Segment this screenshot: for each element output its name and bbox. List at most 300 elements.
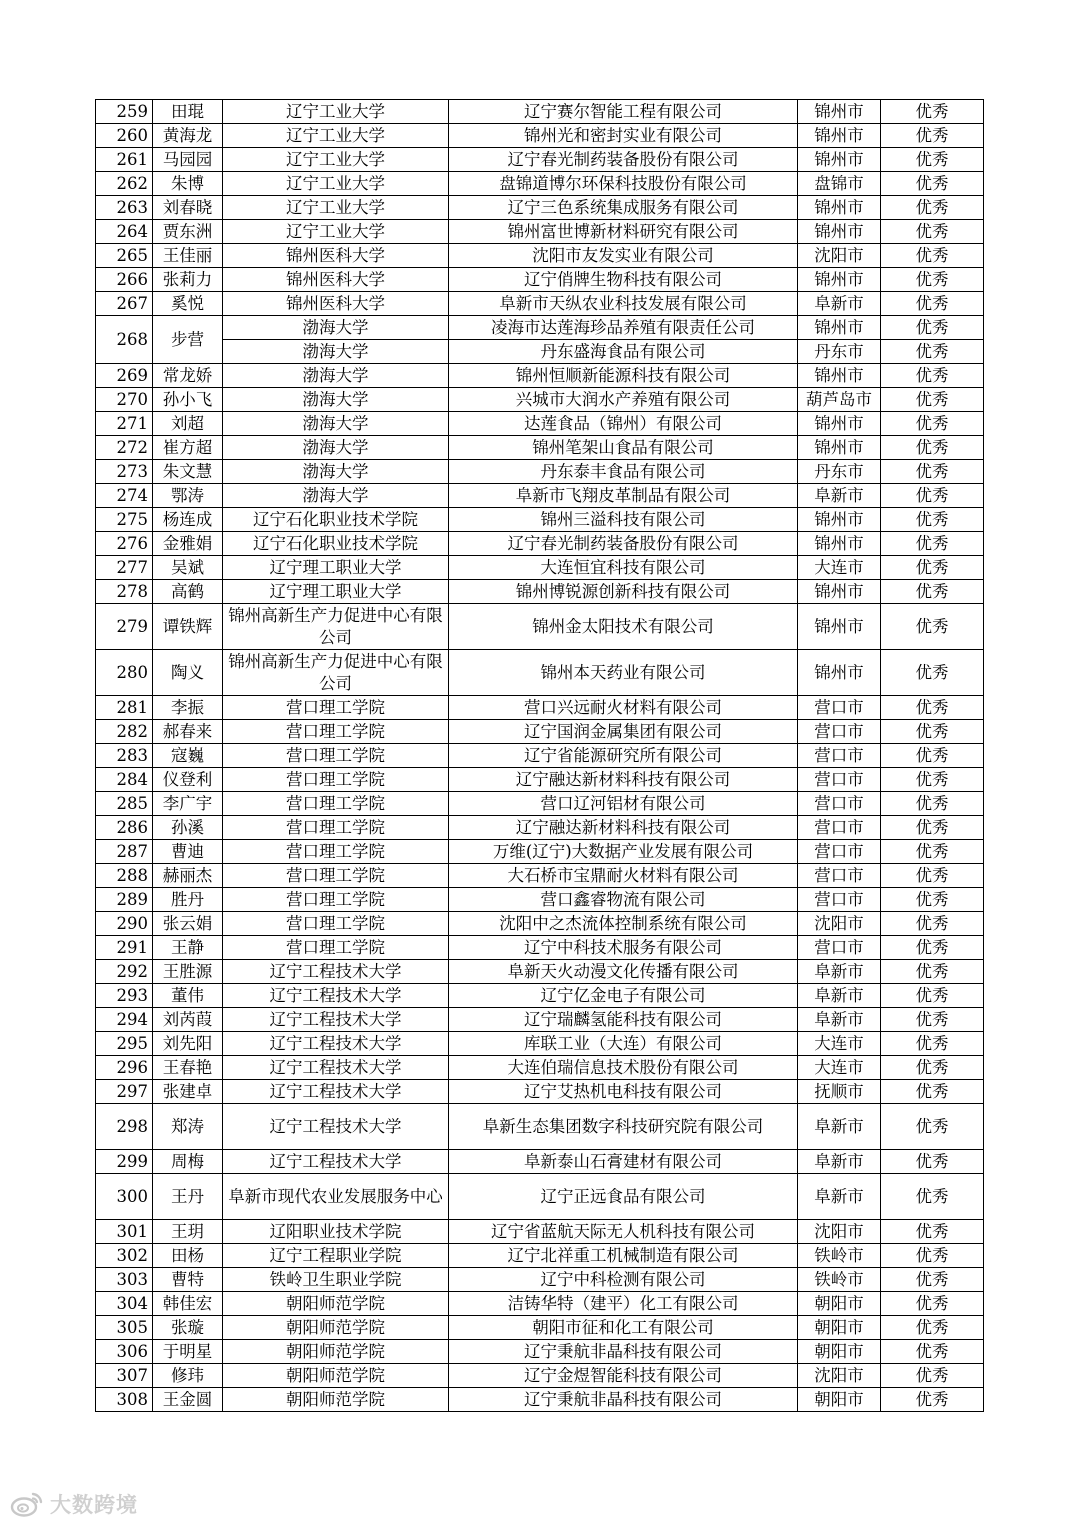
city-name: 锦州市 — [798, 508, 881, 532]
school-name: 辽宁石化职业技术学院 — [223, 532, 449, 556]
city-name: 锦州市 — [798, 532, 881, 556]
table-row — [96, 604, 984, 650]
row-number: 268 — [96, 316, 153, 364]
city-name: 铁岭市 — [798, 1268, 881, 1292]
person-name: 鄂涛 — [153, 484, 223, 508]
grade: 优秀 — [881, 960, 984, 984]
company-name: 辽宁亿金电子有限公司 — [449, 984, 798, 1008]
person-name: 刘先阳 — [153, 1032, 223, 1056]
school-name: 朝阳师范学院 — [223, 1292, 449, 1316]
school-name: 辽宁工程技术大学 — [223, 960, 449, 984]
city-name: 锦州市 — [798, 412, 881, 436]
table-row — [96, 1080, 984, 1104]
table-row — [96, 364, 984, 388]
row-number: 298 — [96, 1104, 153, 1150]
person-name: 朱文慧 — [153, 460, 223, 484]
grade: 优秀 — [881, 124, 984, 148]
city-name: 锦州市 — [798, 436, 881, 460]
row-number: 306 — [96, 1340, 153, 1364]
company-name: 营口鑫睿物流有限公司 — [449, 888, 798, 912]
school-name: 渤海大学 — [223, 460, 449, 484]
table-row — [96, 960, 984, 984]
person-name: 寇巍 — [153, 744, 223, 768]
grade: 优秀 — [881, 1340, 984, 1364]
city-name: 朝阳市 — [798, 1388, 881, 1412]
company-name: 辽宁融达新材料科技有限公司 — [449, 768, 798, 792]
school-name: 渤海大学 — [223, 436, 449, 460]
city-name: 营口市 — [798, 936, 881, 960]
person-name: 高鹤 — [153, 580, 223, 604]
person-name: 王胜源 — [153, 960, 223, 984]
city-name: 沈阳市 — [798, 1220, 881, 1244]
person-name: 张璇 — [153, 1316, 223, 1340]
row-number: 270 — [96, 388, 153, 412]
company-name: 辽宁赛尔智能工程有限公司 — [449, 100, 798, 124]
city-name: 阜新市 — [798, 1174, 881, 1220]
table-row — [96, 720, 984, 744]
school-name: 锦州医科大学 — [223, 268, 449, 292]
person-name: 王春艳 — [153, 1056, 223, 1080]
row-number: 272 — [96, 436, 153, 460]
row-number: 282 — [96, 720, 153, 744]
table-row — [96, 1268, 984, 1292]
grade: 优秀 — [881, 1032, 984, 1056]
city-name: 朝阳市 — [798, 1316, 881, 1340]
city-name: 营口市 — [798, 888, 881, 912]
grade: 优秀 — [881, 768, 984, 792]
row-number: 267 — [96, 292, 153, 316]
city-name: 锦州市 — [798, 100, 881, 124]
row-number: 305 — [96, 1316, 153, 1340]
school-name: 渤海大学 — [223, 340, 449, 364]
person-name: 贾东洲 — [153, 220, 223, 244]
company-name: 锦州富世博新材料研究有限公司 — [449, 220, 798, 244]
grade: 优秀 — [881, 508, 984, 532]
school-name: 辽宁工业大学 — [223, 100, 449, 124]
school-name: 渤海大学 — [223, 412, 449, 436]
person-name: 孙溪 — [153, 816, 223, 840]
company-name: 辽宁春光制药装备股份有限公司 — [449, 532, 798, 556]
company-name: 大连伯瑞信息技术股份有限公司 — [449, 1056, 798, 1080]
city-name: 阜新市 — [798, 292, 881, 316]
grade: 优秀 — [881, 412, 984, 436]
person-name: 吴斌 — [153, 556, 223, 580]
company-name: 万维(辽宁)大数据产业发展有限公司 — [449, 840, 798, 864]
row-number: 288 — [96, 864, 153, 888]
company-name: 阜新市天纵农业科技发展有限公司 — [449, 292, 798, 316]
row-number: 302 — [96, 1244, 153, 1268]
company-name: 辽宁春光制药装备股份有限公司 — [449, 148, 798, 172]
school-name: 辽宁理工职业大学 — [223, 580, 449, 604]
grade: 优秀 — [881, 484, 984, 508]
company-name: 阜新泰山石膏建材有限公司 — [449, 1150, 798, 1174]
person-name: 张莉力 — [153, 268, 223, 292]
person-name: 黄海龙 — [153, 124, 223, 148]
row-number: 259 — [96, 100, 153, 124]
school-name: 锦州医科大学 — [223, 244, 449, 268]
person-name: 朱博 — [153, 172, 223, 196]
school-name: 辽宁工程技术大学 — [223, 1008, 449, 1032]
city-name: 阜新市 — [798, 984, 881, 1008]
school-name: 辽宁工程技术大学 — [223, 1104, 449, 1150]
city-name: 阜新市 — [798, 960, 881, 984]
row-number: 277 — [96, 556, 153, 580]
school-name: 营口理工学院 — [223, 816, 449, 840]
person-name: 曹迪 — [153, 840, 223, 864]
school-name: 渤海大学 — [223, 364, 449, 388]
grade: 优秀 — [881, 364, 984, 388]
person-name: 常龙娇 — [153, 364, 223, 388]
grade: 优秀 — [881, 888, 984, 912]
grade: 优秀 — [881, 816, 984, 840]
school-name: 辽宁工业大学 — [223, 220, 449, 244]
table-row — [96, 744, 984, 768]
school-name: 营口理工学院 — [223, 792, 449, 816]
grade: 优秀 — [881, 936, 984, 960]
table-row — [96, 888, 984, 912]
company-name: 辽宁艾热机电科技有限公司 — [449, 1080, 798, 1104]
row-number: 271 — [96, 412, 153, 436]
city-name: 阜新市 — [798, 1150, 881, 1174]
school-name: 辽宁工业大学 — [223, 172, 449, 196]
school-name: 营口理工学院 — [223, 768, 449, 792]
row-number: 262 — [96, 172, 153, 196]
company-name: 辽宁瑞麟氢能科技有限公司 — [449, 1008, 798, 1032]
school-name: 阜新市现代农业发展服务中心 — [223, 1174, 449, 1220]
grade: 优秀 — [881, 864, 984, 888]
table-row — [96, 840, 984, 864]
person-name: 张建卓 — [153, 1080, 223, 1104]
company-name: 沈阳市友发实业有限公司 — [449, 244, 798, 268]
school-name: 营口理工学院 — [223, 840, 449, 864]
person-name: 刘超 — [153, 412, 223, 436]
grade: 优秀 — [881, 1268, 984, 1292]
award-list-table — [95, 99, 984, 1412]
city-name: 抚顺市 — [798, 1080, 881, 1104]
person-name: 陶义 — [153, 650, 223, 696]
school-name: 辽宁工程技术大学 — [223, 1056, 449, 1080]
company-name: 锦州三溢科技有限公司 — [449, 508, 798, 532]
company-name: 洁铸华特（建平）化工有限公司 — [449, 1292, 798, 1316]
table-row — [96, 816, 984, 840]
grade: 优秀 — [881, 388, 984, 412]
city-name: 丹东市 — [798, 460, 881, 484]
city-name: 朝阳市 — [798, 1292, 881, 1316]
grade: 优秀 — [881, 1292, 984, 1316]
person-name: 韩佳宏 — [153, 1292, 223, 1316]
grade: 优秀 — [881, 1104, 984, 1150]
table-row — [96, 1316, 984, 1340]
city-name: 营口市 — [798, 696, 881, 720]
table-row — [96, 1008, 984, 1032]
row-number: 276 — [96, 532, 153, 556]
company-name: 辽宁三色系统集成服务有限公司 — [449, 196, 798, 220]
person-name: 杨连成 — [153, 508, 223, 532]
city-name: 营口市 — [798, 840, 881, 864]
city-name: 大连市 — [798, 1056, 881, 1080]
row-number: 297 — [96, 1080, 153, 1104]
row-number: 273 — [96, 460, 153, 484]
grade: 优秀 — [881, 912, 984, 936]
company-name: 辽宁省蓝航天际无人机科技有限公司 — [449, 1220, 798, 1244]
school-name: 辽宁工程职业学院 — [223, 1244, 449, 1268]
company-name: 兴城市大润水产养殖有限公司 — [449, 388, 798, 412]
grade: 优秀 — [881, 1244, 984, 1268]
company-name: 丹东泰丰食品有限公司 — [449, 460, 798, 484]
school-name: 朝阳师范学院 — [223, 1388, 449, 1412]
table-row — [96, 792, 984, 816]
row-number: 307 — [96, 1364, 153, 1388]
company-name: 辽宁国润金属集团有限公司 — [449, 720, 798, 744]
city-name: 朝阳市 — [798, 1340, 881, 1364]
grade: 优秀 — [881, 316, 984, 340]
company-name: 盘锦道博尔环保科技股份有限公司 — [449, 172, 798, 196]
school-name: 营口理工学院 — [223, 720, 449, 744]
table-row — [96, 864, 984, 888]
company-name: 辽宁金煜智能科技有限公司 — [449, 1364, 798, 1388]
person-name: 曹特 — [153, 1268, 223, 1292]
city-name: 铁岭市 — [798, 1244, 881, 1268]
table-row — [96, 1032, 984, 1056]
person-name: 周梅 — [153, 1150, 223, 1174]
school-name: 辽宁工业大学 — [223, 124, 449, 148]
person-name: 王玥 — [153, 1220, 223, 1244]
table-row — [96, 984, 984, 1008]
row-number: 293 — [96, 984, 153, 1008]
city-name: 锦州市 — [798, 316, 881, 340]
table-row — [96, 220, 984, 244]
person-name: 仪登利 — [153, 768, 223, 792]
city-name: 锦州市 — [798, 650, 881, 696]
table-row — [96, 1104, 984, 1150]
weibo-logo-icon — [10, 1491, 44, 1517]
city-name: 丹东市 — [798, 340, 881, 364]
grade: 优秀 — [881, 580, 984, 604]
row-number: 281 — [96, 696, 153, 720]
table-row — [96, 100, 984, 124]
company-name: 锦州本天药业有限公司 — [449, 650, 798, 696]
table-row — [96, 196, 984, 220]
city-name: 营口市 — [798, 792, 881, 816]
person-name: 张云娟 — [153, 912, 223, 936]
person-name: 奚悦 — [153, 292, 223, 316]
company-name: 阜新天火动漫文化传播有限公司 — [449, 960, 798, 984]
city-name: 营口市 — [798, 816, 881, 840]
school-name: 辽宁工程技术大学 — [223, 1150, 449, 1174]
table-row — [96, 436, 984, 460]
grade: 优秀 — [881, 696, 984, 720]
table-row — [96, 292, 984, 316]
table-row — [96, 580, 984, 604]
school-name: 辽宁理工职业大学 — [223, 556, 449, 580]
grade: 优秀 — [881, 1174, 984, 1220]
school-name: 铁岭卫生职业学院 — [223, 1268, 449, 1292]
grade: 优秀 — [881, 172, 984, 196]
company-name: 辽宁中科技术服务有限公司 — [449, 936, 798, 960]
company-name: 沈阳中之杰流体控制系统有限公司 — [449, 912, 798, 936]
table-row — [96, 1292, 984, 1316]
city-name: 大连市 — [798, 556, 881, 580]
company-name: 达莲食品（锦州）有限公司 — [449, 412, 798, 436]
table-body — [96, 100, 984, 1412]
city-name: 阜新市 — [798, 484, 881, 508]
table-row — [96, 1220, 984, 1244]
school-name: 营口理工学院 — [223, 696, 449, 720]
company-name: 营口兴远耐火材料有限公司 — [449, 696, 798, 720]
company-name: 辽宁正远食品有限公司 — [449, 1174, 798, 1220]
grade: 优秀 — [881, 556, 984, 580]
row-number: 279 — [96, 604, 153, 650]
watermark — [10, 1489, 138, 1519]
company-name: 辽宁秉航非晶科技有限公司 — [449, 1388, 798, 1412]
table-row — [96, 172, 984, 196]
city-name: 阜新市 — [798, 1104, 881, 1150]
city-name: 沈阳市 — [798, 244, 881, 268]
company-name: 辽宁省能源研究所有限公司 — [449, 744, 798, 768]
table-row — [96, 460, 984, 484]
table-row — [96, 1056, 984, 1080]
school-name: 辽宁工程技术大学 — [223, 1080, 449, 1104]
grade: 优秀 — [881, 340, 984, 364]
row-number: 261 — [96, 148, 153, 172]
person-name: 胜丹 — [153, 888, 223, 912]
company-name: 大连恒宜科技有限公司 — [449, 556, 798, 580]
row-number: 296 — [96, 1056, 153, 1080]
grade: 优秀 — [881, 100, 984, 124]
person-name: 郝春来 — [153, 720, 223, 744]
company-name: 凌海市达莲海珍品养殖有限责任公司 — [449, 316, 798, 340]
person-name: 刘春晓 — [153, 196, 223, 220]
row-number: 284 — [96, 768, 153, 792]
row-number: 287 — [96, 840, 153, 864]
person-name: 刘芮葭 — [153, 1008, 223, 1032]
grade: 优秀 — [881, 292, 984, 316]
city-name: 沈阳市 — [798, 1364, 881, 1388]
city-name: 营口市 — [798, 768, 881, 792]
company-name: 大石桥市宝鼎耐火材料有限公司 — [449, 864, 798, 888]
row-number: 303 — [96, 1268, 153, 1292]
person-name: 金雅娟 — [153, 532, 223, 556]
company-name: 营口辽河铝材有限公司 — [449, 792, 798, 816]
table-row — [96, 1150, 984, 1174]
watermark-text: 大数跨境 — [50, 1493, 138, 1517]
company-name: 锦州博锐源创新科技有限公司 — [449, 580, 798, 604]
company-name: 朝阳市征和化工有限公司 — [449, 1316, 798, 1340]
grade: 优秀 — [881, 196, 984, 220]
school-name: 营口理工学院 — [223, 744, 449, 768]
row-number: 294 — [96, 1008, 153, 1032]
school-name: 辽宁工程技术大学 — [223, 1032, 449, 1056]
person-name: 郑涛 — [153, 1104, 223, 1150]
company-name: 丹东盛海食品有限公司 — [449, 340, 798, 364]
school-name: 渤海大学 — [223, 388, 449, 412]
company-name: 锦州笔架山食品有限公司 — [449, 436, 798, 460]
company-name: 辽宁北祥重工机械制造有限公司 — [449, 1244, 798, 1268]
grade: 优秀 — [881, 460, 984, 484]
grade: 优秀 — [881, 1364, 984, 1388]
person-name: 孙小飞 — [153, 388, 223, 412]
company-name: 阜新市飞翔皮革制品有限公司 — [449, 484, 798, 508]
person-name: 于明星 — [153, 1340, 223, 1364]
city-name: 沈阳市 — [798, 912, 881, 936]
city-name: 锦州市 — [798, 268, 881, 292]
table-row — [96, 268, 984, 292]
city-name: 大连市 — [798, 1032, 881, 1056]
person-name: 修玮 — [153, 1364, 223, 1388]
row-number: 304 — [96, 1292, 153, 1316]
table-row — [96, 556, 984, 580]
company-name: 辽宁俏牌生物科技有限公司 — [449, 268, 798, 292]
table-row — [96, 768, 984, 792]
table-row — [96, 244, 984, 268]
school-name: 营口理工学院 — [223, 888, 449, 912]
grade: 优秀 — [881, 1080, 984, 1104]
school-name: 营口理工学院 — [223, 864, 449, 888]
table-row — [96, 936, 984, 960]
table-row — [96, 1244, 984, 1268]
table-row — [96, 316, 984, 340]
city-name: 锦州市 — [798, 364, 881, 388]
row-number: 300 — [96, 1174, 153, 1220]
grade: 优秀 — [881, 244, 984, 268]
table-row — [96, 412, 984, 436]
table-row — [96, 1388, 984, 1412]
person-name: 田杨 — [153, 1244, 223, 1268]
row-number: 285 — [96, 792, 153, 816]
school-name: 渤海大学 — [223, 484, 449, 508]
row-number: 299 — [96, 1150, 153, 1174]
row-number: 295 — [96, 1032, 153, 1056]
table-row — [96, 148, 984, 172]
school-name: 渤海大学 — [223, 316, 449, 340]
company-name: 库联工业（大连）有限公司 — [449, 1032, 798, 1056]
grade: 优秀 — [881, 984, 984, 1008]
company-name: 辽宁秉航非晶科技有限公司 — [449, 1340, 798, 1364]
city-name: 锦州市 — [798, 148, 881, 172]
grade: 优秀 — [881, 604, 984, 650]
person-name: 田琨 — [153, 100, 223, 124]
school-name: 锦州高新生产力促进中心有限公司 — [223, 650, 449, 696]
row-number: 283 — [96, 744, 153, 768]
person-name: 王静 — [153, 936, 223, 960]
person-name: 李振 — [153, 696, 223, 720]
school-name: 朝阳师范学院 — [223, 1316, 449, 1340]
grade: 优秀 — [881, 744, 984, 768]
grade: 优秀 — [881, 1388, 984, 1412]
school-name: 营口理工学院 — [223, 912, 449, 936]
row-number: 291 — [96, 936, 153, 960]
row-number: 275 — [96, 508, 153, 532]
school-name: 辽宁工业大学 — [223, 196, 449, 220]
table-row — [96, 696, 984, 720]
city-name: 锦州市 — [798, 604, 881, 650]
table-row — [96, 1340, 984, 1364]
row-number: 290 — [96, 912, 153, 936]
school-name: 锦州医科大学 — [223, 292, 449, 316]
grade: 优秀 — [881, 1150, 984, 1174]
row-number: 278 — [96, 580, 153, 604]
table-row — [96, 650, 984, 696]
school-name: 朝阳师范学院 — [223, 1364, 449, 1388]
city-name: 锦州市 — [798, 220, 881, 244]
city-name: 葫芦岛市 — [798, 388, 881, 412]
school-name: 朝阳师范学院 — [223, 1340, 449, 1364]
row-number: 264 — [96, 220, 153, 244]
grade: 优秀 — [881, 792, 984, 816]
grade: 优秀 — [881, 1316, 984, 1340]
table-row — [96, 388, 984, 412]
grade: 优秀 — [881, 148, 984, 172]
